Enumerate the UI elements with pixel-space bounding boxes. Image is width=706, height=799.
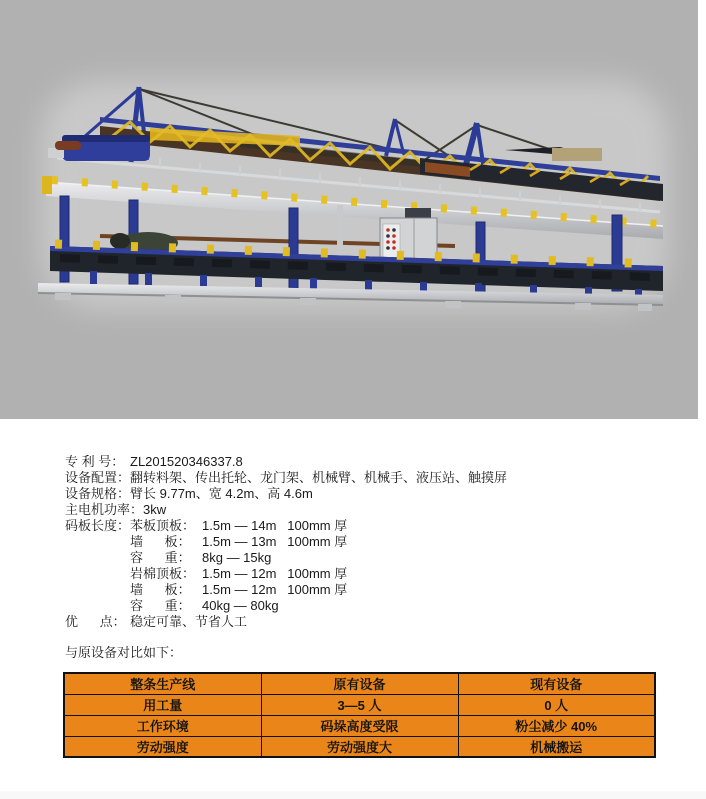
spec-value: 8kg — 15kg xyxy=(202,550,272,565)
spec-label: 码板长度： xyxy=(65,518,131,533)
table-row xyxy=(64,736,655,757)
spec-row xyxy=(65,470,507,486)
table-cell: 原有设备 xyxy=(261,673,458,694)
spec-row xyxy=(65,566,507,582)
table-cell: 3—5 人 xyxy=(261,694,458,715)
table-cell: 劳动强度 xyxy=(64,736,261,757)
spec-label: 专 利 号： xyxy=(65,454,125,469)
spec-value: 1.5m — 14m 100mm 厚 xyxy=(202,518,348,533)
spec-sublabel: 容 重： xyxy=(130,598,191,613)
table-row xyxy=(64,694,655,715)
spec-label: 设备规格： xyxy=(65,486,131,501)
spec-label: 设备配置： xyxy=(65,470,131,485)
spec-sublabel: 墙 板： xyxy=(130,534,191,549)
spec-row xyxy=(65,598,507,614)
table-row xyxy=(64,673,655,694)
table-cell: 劳动强度大 xyxy=(261,736,458,757)
spec-row xyxy=(65,518,507,534)
table-cell: 整条生产线 xyxy=(64,673,261,694)
spec-value: 1.5m — 13m 100mm 厚 xyxy=(202,534,348,549)
spec-value: 40kg — 80kg xyxy=(202,598,279,613)
spec-value: 1.5m — 12m 100mm 厚 xyxy=(202,582,348,597)
table-cell: 现有设备 xyxy=(458,673,655,694)
spec-label: 优 点： xyxy=(65,614,126,629)
spec-sublabel: 容 重： xyxy=(130,550,191,565)
comparison-table-body xyxy=(64,673,655,757)
table-cell: 0 人 xyxy=(458,694,655,715)
spec-row xyxy=(65,550,507,566)
spec-label: 主电机功率： xyxy=(65,502,144,517)
bottom-strip xyxy=(0,791,706,799)
spec-row xyxy=(65,486,507,502)
spec-value: 3kw xyxy=(143,502,167,517)
table-cell: 粉尘减少 40% xyxy=(458,715,655,736)
spec-row xyxy=(65,582,507,598)
spec-value: 1.5m — 12m 100mm 厚 xyxy=(202,566,348,581)
table-row xyxy=(64,715,655,736)
table-cell: 机械搬运 xyxy=(458,736,655,757)
spec-row xyxy=(65,454,507,470)
comparison-table xyxy=(63,672,656,758)
spec-row xyxy=(65,614,507,630)
spec-row xyxy=(65,534,507,550)
spec-value: ZL201520346337.8 xyxy=(130,454,243,469)
spec-list xyxy=(65,454,507,630)
compare-heading: 与原设备对比如下： xyxy=(65,645,183,660)
spec-sublabel: 岩棉顶板： xyxy=(130,566,196,581)
spec-sublabel: 墙 板： xyxy=(130,582,191,597)
spec-value: 翻转料架、传出托轮、龙门架、机械臂、机械手、液压站、触摸屏 xyxy=(130,470,508,485)
table-cell: 工作环境 xyxy=(64,715,261,736)
spec-row xyxy=(65,502,507,518)
spec-value: 臂长 9.77m、宽 4.2m、高 4.6m xyxy=(130,486,313,501)
spec-value: 稳定可靠、节省人工 xyxy=(130,614,248,629)
table-cell: 用工量 xyxy=(64,694,261,715)
spec-sublabel: 苯板顶板： xyxy=(130,518,196,533)
table-cell: 码垛高度受限 xyxy=(261,715,458,736)
